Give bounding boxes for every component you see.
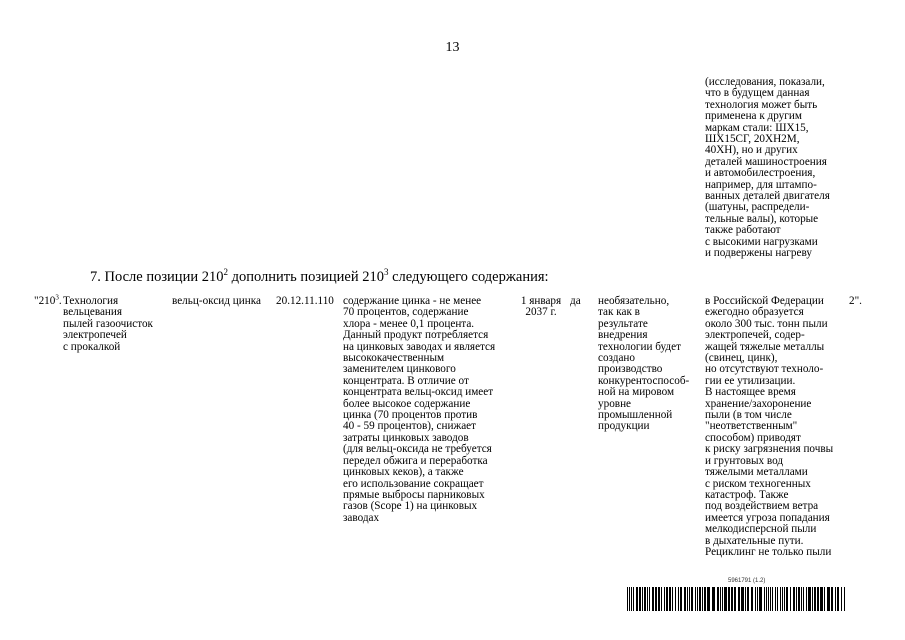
instruction-sup-1: 2 (223, 267, 228, 278)
justification-cell: в Российской Федерации ежегодно образуется около 300 тыс. тонн пыли электропечей, содер- жащей тяжелые металлы (свинец, цинк), но отсутствуют техноло- гии ее утилизации. В настоящее время хранение/захоронение пыли (в том числе "неответственным" способом) приводят к риску загрязнения почвы и грунтовых вод тяжелыми металлами с риском техногенных катастроф. Также под воздействием ветра имеется угроза попадания мелкодисперсной пыли в дыхательные пути. Рециклинг не только пыли (705, 295, 834, 558)
characteristics-cell: содержание цинка - не менее 70 процентов, содержание хлора - менее 0,1 процента. Данный продукт потребляется на цинковых заводах и является высококачественным заменителем цинкового концентрата. В отличие от концентрата вельц-оксид имеет более высокое содержание цинка (70 процентов против 40 - 59 процентов), снижает затраты цинковых заводов (для вельц-оксида не требуется передел обжига и переработка цинковых кеков), а также его использование сокращает прямые выбросы парниковых газов (Scope 1) на цинковых заводах (343, 295, 496, 524)
barcode-label: 5961791 (1.2) (728, 578, 766, 584)
amendment-instruction (90, 269, 549, 286)
instruction-middle: дополнить позицией 210 (227, 269, 384, 285)
position-number (34, 293, 62, 307)
instruction-sup-2: 3 (383, 267, 389, 278)
product-cell: вельц-оксид цинка (172, 295, 261, 307)
page-number: 13 (445, 40, 460, 55)
position-dot: . (58, 295, 62, 307)
barcode-image (627, 587, 845, 611)
position-sup: 3 (55, 293, 59, 302)
necessity-cell: необязательно, так как в результате внедрения технологии будет создано производство конкурентоспособ- ной на мировом уровне промышленной продукции (598, 295, 690, 433)
instruction-prefix: 7. После позиции 210 (90, 269, 224, 285)
closing-cell: 2". (849, 295, 862, 307)
flag-cell: да (570, 295, 581, 307)
code-cell: 20.12.11.110 (276, 295, 334, 307)
date-cell: 1 января 2037 г. (520, 295, 562, 319)
technology-cell: Технология вельцевания пылей газоочисток электропечей с прокалкой (63, 295, 153, 353)
instruction-suffix: следующего содержания: (388, 269, 549, 285)
continued-justification-text: (исследования, показали, что в будущем данная технология может быть применена к другим маркам стали: ШХ15, ШХ15СГ, 20ХН2М, 40ХН), но и других деталей машиностроения и автомобилестроения, например, для штампо- ванных деталей двигателя (шатуны, распредели- тельные валы), которые также работают с высокими нагрузками и подвержены нагреву (705, 76, 830, 260)
position-open-quote: "210 (34, 295, 56, 307)
